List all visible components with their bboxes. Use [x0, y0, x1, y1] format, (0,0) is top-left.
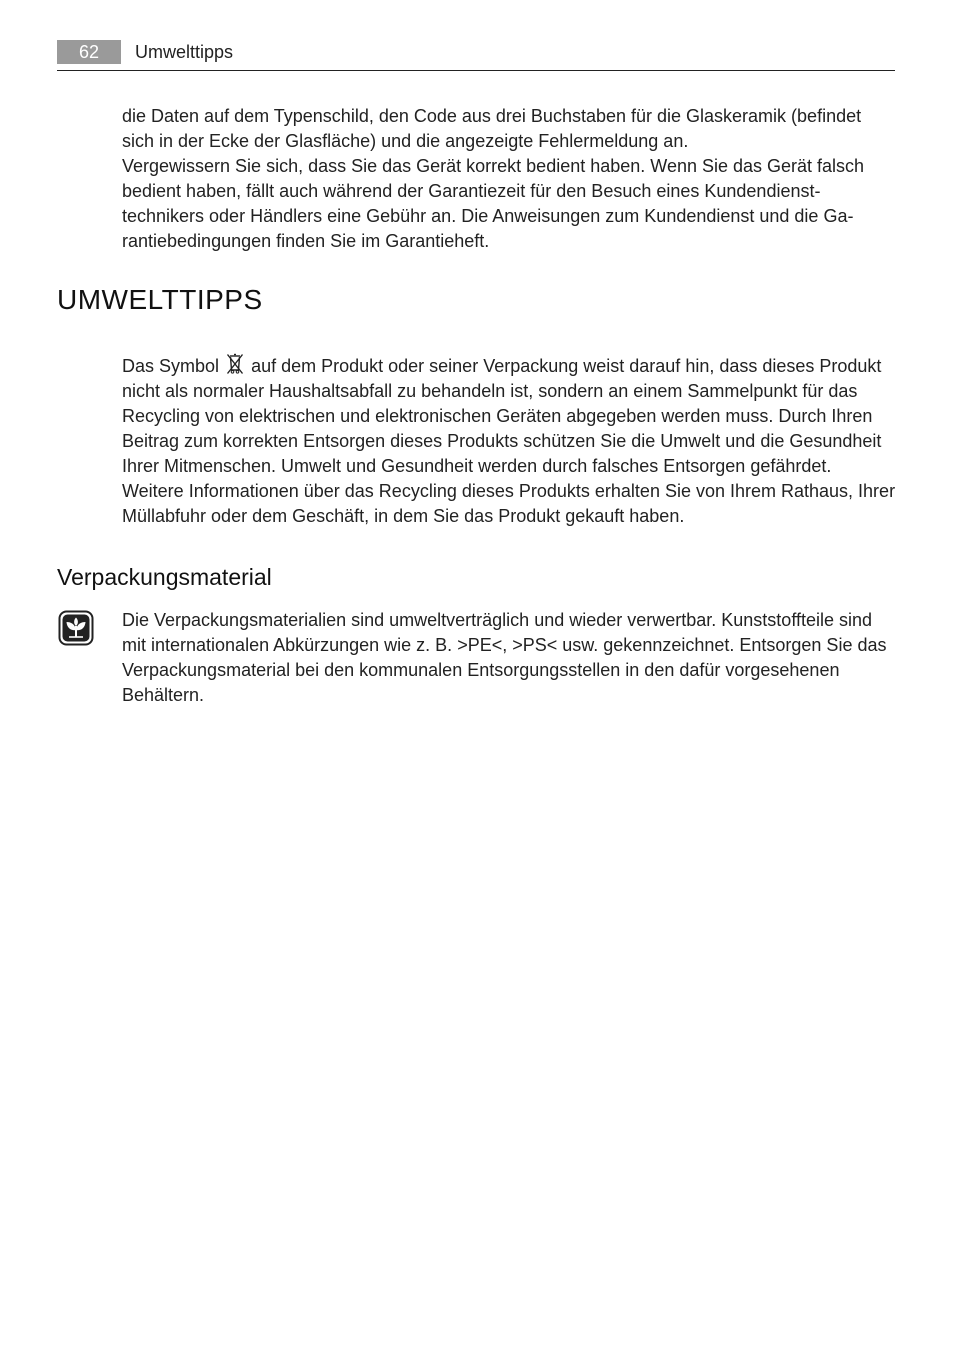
running-title: Umwelttipps	[135, 42, 234, 62]
page-header	[57, 40, 895, 71]
crossed-out-bin-icon	[226, 353, 244, 375]
packaging-title: Verpackungsmaterial	[57, 564, 272, 590]
weee-text-before: Das Symbol	[122, 356, 220, 376]
weee-paragraph	[122, 353, 896, 529]
section-title: UMWELTTIPPS	[57, 284, 263, 315]
intro-text	[122, 104, 896, 254]
weee-text-after: auf dem Produkt oder seiner Verpackung weist darauf hin, dass dieses Produkt nicht als normaler Haushaltsabfall zu behandeln ist, sondern an einem Sammelpunkt für das Recycling von elektrischen und elektronischen Geräten abgegeben werden muss. Durch Ihren Beitrag zum korrekten Entsorgen dieses Produkts schützen Sie die Umwelt und die Gesundheit Ihrer Mitmenschen. Umwelt und Gesundheit werden durch falsches Entsorgen gefährdet. Weitere Informationen über das Recycling dieses Produkts erhalten Sie von Ihrem Rathaus, Ihrer Müllabfuhr oder dem Geschäft, in dem Sie das Produkt gekauft haben.	[122, 356, 896, 526]
packaging-paragraph	[122, 608, 896, 708]
page-number: 62	[57, 40, 121, 64]
intro-paragraph-1: die Daten auf dem Typenschild, den Code aus drei Buchstaben für die Glaskeramik (befindet sich in der Ecke der Glasfläche) und die angezeigte Fehlermeldung an.	[122, 106, 862, 151]
packaging-text: Die Verpackungsmaterialien sind umweltverträglich und wieder verwertbar. Kunststoffteile sind mit internationalen Abkürzungen wie z. B. >PE<, >PS< usw. gekennzeichnet. Entsorgen Sie das Verpackungsmaterial bei den kommunalen Entsorgungsstellen in den dafür vorgesehenen Behältern.	[122, 610, 887, 705]
environment-icon	[58, 610, 94, 646]
weee-text	[122, 353, 896, 529]
intro-paragraph-2: Vergewissern Sie sich, dass Sie das Gerät korrekt bedient haben. Wenn Sie das Gerät falsch bedient haben, fällt auch während der Garantiezeit für den Besuch eines Kundendiensttechnikers oder Händlers eine Gebühr an. Die Anweisungen zum Kundendienst und die Garantiebedingungen finden Sie im Garantieheft.	[122, 156, 865, 251]
